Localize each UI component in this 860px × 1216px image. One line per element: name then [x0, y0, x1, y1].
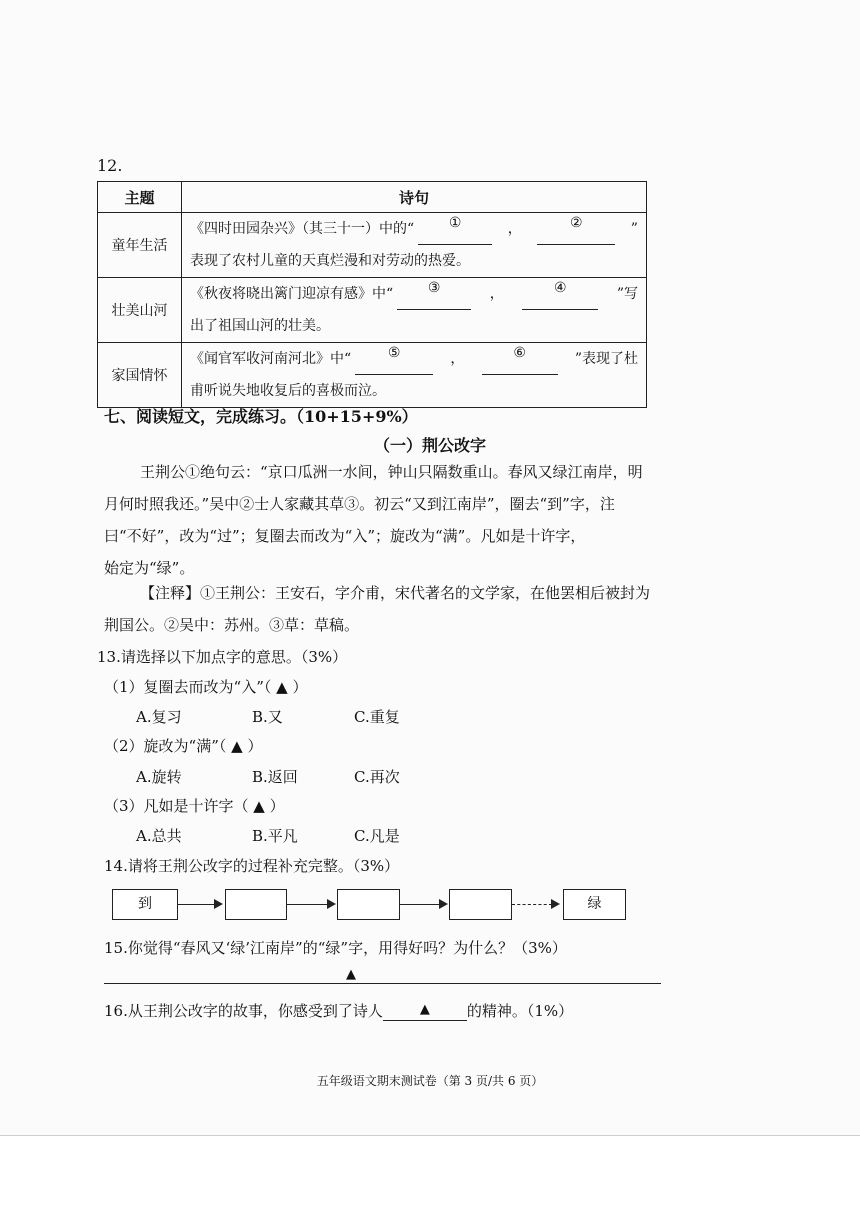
- note-line: 【注释】①王荆公：王安石，字介甫，宋代著名的文学家，在他罢相后被封为: [140, 584, 651, 602]
- flow-arrow: [400, 904, 440, 905]
- topic-cell: 壮美山河: [98, 278, 182, 343]
- quote-close: ”: [630, 221, 638, 237]
- option-a[interactable]: A.旋转: [136, 768, 182, 786]
- passage-text: [104, 456, 660, 584]
- q13-item-stem: （3）凡如是十许字（ ▲ ）: [104, 797, 285, 815]
- q14-prompt: 14.请将王荆公改字的过程补充完整。（3%）: [104, 857, 400, 875]
- poem-line2: 表现了农村儿童的天真烂漫和对劳动的热爱。: [190, 253, 470, 269]
- passage-line: 月何时照我还。”吴中②士人家藏其草③。初云“又到江南岸”，圈去“到”字，注: [104, 495, 615, 513]
- q12-number: 12.: [97, 156, 123, 175]
- flow-blank-box-2[interactable]: [337, 889, 400, 920]
- answer-blank-5[interactable]: ⑤: [355, 343, 433, 375]
- poem-table: [97, 181, 647, 408]
- notes: [104, 577, 660, 641]
- flow-start-box: 到: [112, 889, 178, 920]
- poem-line2: 甫听说失地收复后的喜极而泣。: [190, 383, 386, 399]
- flow-blank-box-1[interactable]: [225, 889, 287, 920]
- poem-text: 《秋夜将晓出篱门迎凉有感》中“: [190, 286, 394, 302]
- poem-cell: [182, 343, 647, 408]
- passage-line: 王荆公①绝句云：“京口瓜洲一水间，钟山只隔数重山。春风又绿江南岸，明: [140, 463, 643, 481]
- poem-line2: 出了祖国山河的壮美。: [190, 318, 330, 334]
- quote-close: ”表现了杜: [574, 351, 638, 367]
- note-line: 荆国公。②吴中：苏州。③草：草稿。: [104, 616, 360, 634]
- flow-end-box: 绿: [563, 889, 626, 920]
- arrow-head-icon: [551, 899, 560, 909]
- q13-item-stem: （2）旋改为“满”（ ▲ ）: [104, 737, 263, 755]
- answer-blank-6[interactable]: ⑥: [482, 343, 558, 375]
- poem-cell: [182, 278, 647, 343]
- table-header-row: [98, 182, 647, 213]
- header-poem: 诗句: [182, 182, 647, 213]
- answer-blank-2[interactable]: ②: [537, 213, 615, 245]
- flow-dashed-arrow: [512, 904, 552, 905]
- option-c[interactable]: C.凡是: [354, 827, 400, 845]
- poem-text: 《四时田园杂兴》（其三十一）中的“: [190, 221, 415, 237]
- option-b[interactable]: B.又: [252, 708, 283, 726]
- answer-mark-icon: ▲: [346, 967, 356, 982]
- comma: ，: [450, 351, 465, 367]
- option-b[interactable]: B.返回: [252, 768, 298, 786]
- q16-question: [104, 1000, 573, 1021]
- table-row: [98, 213, 647, 278]
- poem-text: 《闻官军收河南河北》中“: [190, 351, 352, 367]
- arrow-head-icon: [439, 899, 448, 909]
- topic-cell: 童年生活: [98, 213, 182, 278]
- quote-close: ”写: [616, 286, 638, 302]
- arrow-head-icon: [327, 899, 336, 909]
- q16-text-pre: 16.从王荆公改字的故事，你感受到了诗人: [104, 1002, 383, 1020]
- page-footer: 五年级语文期末测试卷（第 3 页/共 6 页）: [316, 1074, 544, 1088]
- option-c[interactable]: C.再次: [354, 768, 400, 786]
- option-a[interactable]: A.总共: [136, 827, 182, 845]
- answer-blank-3[interactable]: ③: [397, 278, 471, 310]
- passage-line: 始定为“绿”。: [104, 559, 195, 577]
- option-a[interactable]: A.复习: [136, 708, 182, 726]
- flow-blank-box-3[interactable]: [449, 889, 512, 920]
- q16-text-post: 的精神。（1%）: [466, 1002, 574, 1020]
- q15-prompt: 15.你觉得“春风又‘绿’江南岸”的“绿”字，用得好吗？为什么？（3%）: [104, 939, 567, 957]
- header-topic: 主题: [98, 182, 182, 213]
- section-heading: 七、阅读短文，完成练习。（10+15+9%）: [104, 407, 418, 426]
- q16-answer-blank[interactable]: ▲: [383, 1000, 467, 1021]
- topic-cell: 家国情怀: [98, 343, 182, 408]
- comma: ，: [489, 286, 504, 302]
- flow-arrow: [287, 904, 328, 905]
- table-row: [98, 343, 647, 408]
- option-b[interactable]: B.平凡: [252, 827, 298, 845]
- answer-blank-1[interactable]: ①: [418, 213, 492, 245]
- answer-line[interactable]: [104, 983, 661, 984]
- passage-line: 曰“不好”，改为“过”；复圈去而改为“入”；旋改为“满”。凡如是十许字，: [104, 527, 586, 545]
- option-c[interactable]: C.重复: [354, 708, 400, 726]
- passage-title: （一）荆公改字: [373, 436, 486, 455]
- q13-prompt: 13.请选择以下加点字的意思。（3%）: [97, 648, 348, 666]
- q13-item-stem: （1）复圈去而改为“入”（ ▲ ）: [104, 678, 308, 696]
- comma: ，: [507, 221, 522, 237]
- poem-cell: [182, 213, 647, 278]
- flow-arrow: [178, 904, 215, 905]
- arrow-head-icon: [214, 899, 223, 909]
- table-row: [98, 278, 647, 343]
- answer-blank-4[interactable]: ④: [522, 278, 598, 310]
